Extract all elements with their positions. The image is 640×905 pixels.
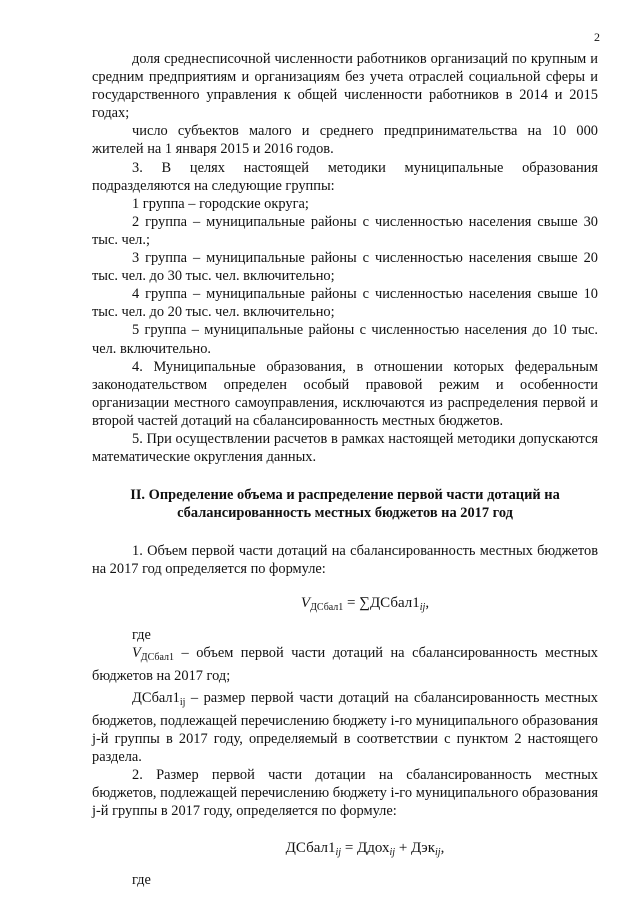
formula-part: ДСбал1: [285, 840, 336, 857]
definition-size: [92, 689, 598, 766]
definition-symbol: V: [132, 644, 141, 661]
definition-volume: [92, 644, 598, 685]
definition-subscript: ij: [179, 696, 186, 708]
formula-part: = Ддох: [341, 840, 390, 857]
paragraph: 3. В целях настоящей методики муниципальные образования подразделяются на следующие группы:: [92, 159, 598, 194]
formula-part: + Дэк: [395, 840, 435, 857]
group-item: 5 группа – муниципальные районы с численностью населения до 10 тыс. чел. включительно.: [92, 322, 598, 357]
paragraph: число субъектов малого и среднего предпринимательства на 10 000 жителей на 1 января 2015 и 2016 годов.: [92, 123, 598, 158]
document-body: [92, 50, 598, 890]
group-item: 3 группа – муниципальные районы с численностью населения свыше 20 тыс. чел. до 30 тыс. чел. включительно;: [92, 250, 598, 285]
page-number: 2: [594, 30, 600, 44]
formula-subscript: ij: [389, 847, 396, 859]
paragraph: 1. Объем первой части дотаций на сбалансированность местных бюджетов на 2017 год определяется по формуле:: [92, 543, 598, 578]
paragraph: 4. Муниципальные образования, в отношении которых федеральным законодательством определен особый правовой режим и особенности организации местного самоуправления, исключаются из распределения первой и второй частей дотаций на сбалансированность местных бюджетов.: [92, 358, 598, 429]
group-item: 4 группа – муниципальные районы с численностью населения свыше 10 тыс. чел. до 20 тыс. чел. включительно;: [92, 286, 598, 321]
section-heading: II. Определение объема и распределение первой части дотаций на сбалансированность местных бюджетов на 2017 год: [130, 487, 560, 522]
formula-subscript: ДСбал1: [310, 601, 344, 613]
formula-total-volume: [92, 593, 598, 618]
paragraph: 2. Размер первой части дотации на сбалансированность местных бюджетов, подлежащей перечислению бюджету i-го муниципального образования j-й группы в 2017 году, определяется по формуле:: [92, 767, 598, 820]
definition-text: – размер первой части дотаций на сбалансированность местных бюджетов, подлежащей перечислению бюджету i-го муниципального образования j-й группы в 2017 году, определяемый в соответствии с пунктом 2 настоящего раздела.: [92, 689, 598, 766]
where-label: где: [132, 872, 151, 889]
definition-symbol: ДСбал1: [132, 689, 180, 706]
definition-text: – объем первой части дотаций на сбалансированность местных бюджетов на 2017 год;: [92, 644, 598, 684]
where-label: где: [132, 626, 151, 643]
formula-symbol: V: [300, 594, 311, 611]
formula-body: = ∑ДСбал1: [343, 594, 420, 611]
formula-size: [92, 838, 598, 863]
formula-subscript: ij: [335, 847, 342, 859]
paragraph: 5. При осуществлении расчетов в рамках настоящей методики допускаются математические округления данных.: [92, 430, 598, 466]
definition-subscript: ДСбал1: [140, 651, 175, 663]
formula-subscript: ij: [435, 847, 441, 859]
group-item: 1 группа – городские округа;: [132, 195, 309, 212]
paragraph: доля среднесписочной численности работников организаций по крупным и средним предприятиям и организациям без учета отраслей социальной сферы и государственного управления к общей численности работников в 2014 и 2015 годах;: [92, 51, 598, 122]
group-item: 2 группа – муниципальные районы с численностью населения свыше 30 тыс. чел.;: [92, 213, 598, 248]
formula-tail: ,: [425, 594, 430, 611]
formula-subscript: ij: [419, 601, 426, 613]
formula-tail: ,: [440, 840, 445, 857]
